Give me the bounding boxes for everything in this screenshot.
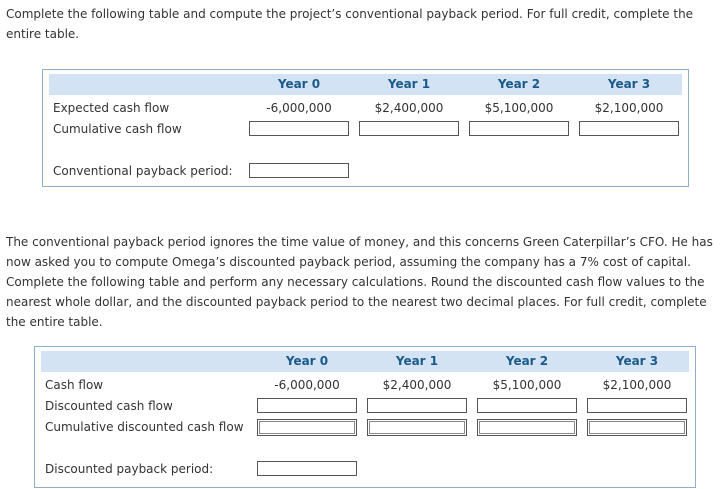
discounted-cash-flow-year-0-input[interactable] xyxy=(257,398,357,413)
cumulative-cash-flow-label: Cumulative cash flow xyxy=(53,122,182,136)
cumulative-cash-flow-year-3-input[interactable] xyxy=(579,121,679,136)
cumulative-discounted-year-1-input[interactable] xyxy=(367,419,467,436)
cumulative-discounted-label: Cumulative discounted cash flow xyxy=(45,420,244,434)
expected-cash-flow-year-0: -6,000,000 xyxy=(266,101,332,115)
year-2-header: Year 2 xyxy=(497,77,541,91)
year-1-header: Year 1 xyxy=(395,354,439,368)
cumulative-cash-flow-year-1-input[interactable] xyxy=(359,121,459,136)
cumulative-discounted-year-2-input[interactable] xyxy=(477,419,577,436)
cash-flow-year-1: $2,400,000 xyxy=(382,378,452,392)
conventional-payback-label: Conventional payback period: xyxy=(53,164,233,178)
cumulative-discounted-year-0-input[interactable] xyxy=(257,419,357,436)
discounted-cash-flow-year-1-input[interactable] xyxy=(367,398,467,413)
conventional-payback-table xyxy=(42,69,689,187)
discounted-cash-flow-year-3-input[interactable] xyxy=(587,398,687,413)
cash-flow-year-3: $2,100,000 xyxy=(602,378,672,392)
discounted-payback-input[interactable] xyxy=(257,461,357,476)
expected-cash-flow-year-3: $2,100,000 xyxy=(594,101,664,115)
year-0-header: Year 0 xyxy=(277,77,321,91)
discounted-cash-flow-label: Discounted cash flow xyxy=(45,399,173,413)
expected-cash-flow-label: Expected cash flow xyxy=(53,101,170,115)
cash-flow-year-0: -6,000,000 xyxy=(274,378,340,392)
instructions-text: Complete the following table and compute the project’s conventional payback period. For full credit, complete the entire table. xyxy=(6,7,694,41)
cash-flow-label: Cash flow xyxy=(45,378,104,392)
discounted-payback-label: Discounted payback period: xyxy=(45,462,214,476)
year-3-header: Year 3 xyxy=(607,77,651,91)
expected-cash-flow-year-2: $5,100,000 xyxy=(484,101,554,115)
year-0-header: Year 0 xyxy=(285,354,329,368)
discounted-instructions-text: The conventional payback period ignores the time value of money, and this concerns Green Caterpillar’s CFO. He has now asked you to compute Omega’s discounted payback period, assuming the company has a 7% cost of capital. Complete the following table and perform any necessary calculations. Round the discounted cash flow values to the nearest whole dollar, and the discounted payback period to the nearest two decimal places. For full credit, complete the entire table. xyxy=(6,235,713,329)
year-2-header: Year 2 xyxy=(505,354,549,368)
discounted-payback-table xyxy=(34,346,696,488)
discounted-cash-flow-year-2-input[interactable] xyxy=(477,398,577,413)
cumulative-cash-flow-year-0-input[interactable] xyxy=(249,121,349,136)
cumulative-discounted-year-3-input[interactable] xyxy=(587,419,687,436)
conventional-payback-input[interactable] xyxy=(249,163,349,178)
expected-cash-flow-year-1: $2,400,000 xyxy=(374,101,444,115)
cumulative-cash-flow-year-2-input[interactable] xyxy=(469,121,569,136)
cash-flow-year-2: $5,100,000 xyxy=(492,378,562,392)
year-3-header: Year 3 xyxy=(615,354,659,368)
year-1-header: Year 1 xyxy=(387,77,431,91)
